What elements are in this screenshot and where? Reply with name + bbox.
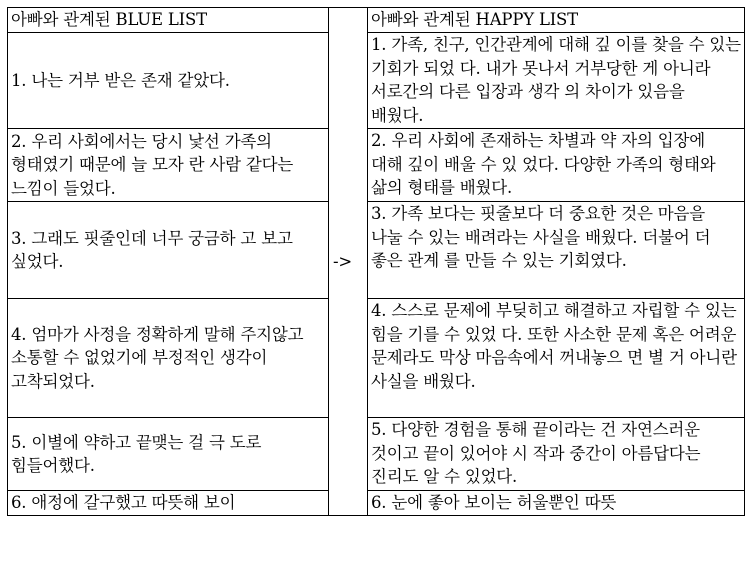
- table-row: [8, 33, 745, 129]
- blue-list-item: 1. 나는 거부 받은 존재 같았다.: [8, 33, 329, 129]
- happy-list-item: 6. 눈에 좋아 보이는 허울뿐인 따뜻: [368, 491, 745, 516]
- happy-list-item: 2. 우리 사회에 존재하는 차별과 약 자의 입장에 대해 깊이 배울 수 있 었다. 다양한 가족의 형태와 삶의 형태를 배웠다.: [368, 129, 745, 202]
- blue-list-item: 6. 애정에 갈구했고 따뜻해 보이: [8, 491, 329, 516]
- table-header-row: [8, 8, 745, 33]
- happy-list-item: 4. 스스로 문제에 부딪히고 해결하고 자립할 수 있는 힘을 기를 수 있었 다. 또한 사소한 문제 혹은 어려운 문제라도 막상 마음속에서 꺼내놓으 면 별 거 아니란 사실을 배웠다.: [368, 299, 745, 418]
- happy-list-header: 아빠와 관계된 HAPPY LIST: [368, 8, 745, 33]
- table-row: [8, 299, 745, 418]
- blue-list-item: 3. 그래도 핏줄인데 너무 궁금하 고 보고 싶었다.: [8, 202, 329, 299]
- table-row: [8, 491, 745, 516]
- blue-list-header: 아빠와 관계된 BLUE LIST: [8, 8, 329, 33]
- table-row: [8, 418, 745, 491]
- table-row: [8, 202, 745, 299]
- happy-list-item: 1. 가족, 친구, 인간관계에 대해 깊 이를 찾을 수 있는 기회가 되었 다. 내가 못나서 거부당한 게 아니라 서로간의 다른 입장과 생각 의 차이가 있음을 배웠다.: [368, 33, 745, 129]
- table-row: [8, 129, 745, 202]
- blue-list-item: 2. 우리 사회에서는 당시 낯선 가족의 형태였기 때문에 늘 모자 란 사람 같다는 느낌이 들었다.: [8, 129, 329, 202]
- blue-list-item: 5. 이별에 약하고 끝맺는 걸 극 도로 힘들어했다.: [8, 418, 329, 491]
- blue-list-item: 4. 엄마가 사정을 정확하게 말해 주지않고 소통할 수 없었기에 부정적인 생각이 고착되었다.: [8, 299, 329, 418]
- happy-list-item: 5. 다양한 경험을 통해 끝이라는 건 자연스러운 것이고 끝이 있어야 시 작과 중간이 아름답다는 진리도 알 수 있었다.: [368, 418, 745, 491]
- happy-list-item: 3. 가족 보다는 핏줄보다 더 중요한 것은 마음을 나눌 수 있는 배려라는 사실을 배웠다. 더불어 더 좋은 관계 를 만들 수 있는 기회였다.: [368, 202, 745, 299]
- arrow-cell: ->: [329, 8, 368, 516]
- blue-happy-list-table: [7, 7, 745, 516]
